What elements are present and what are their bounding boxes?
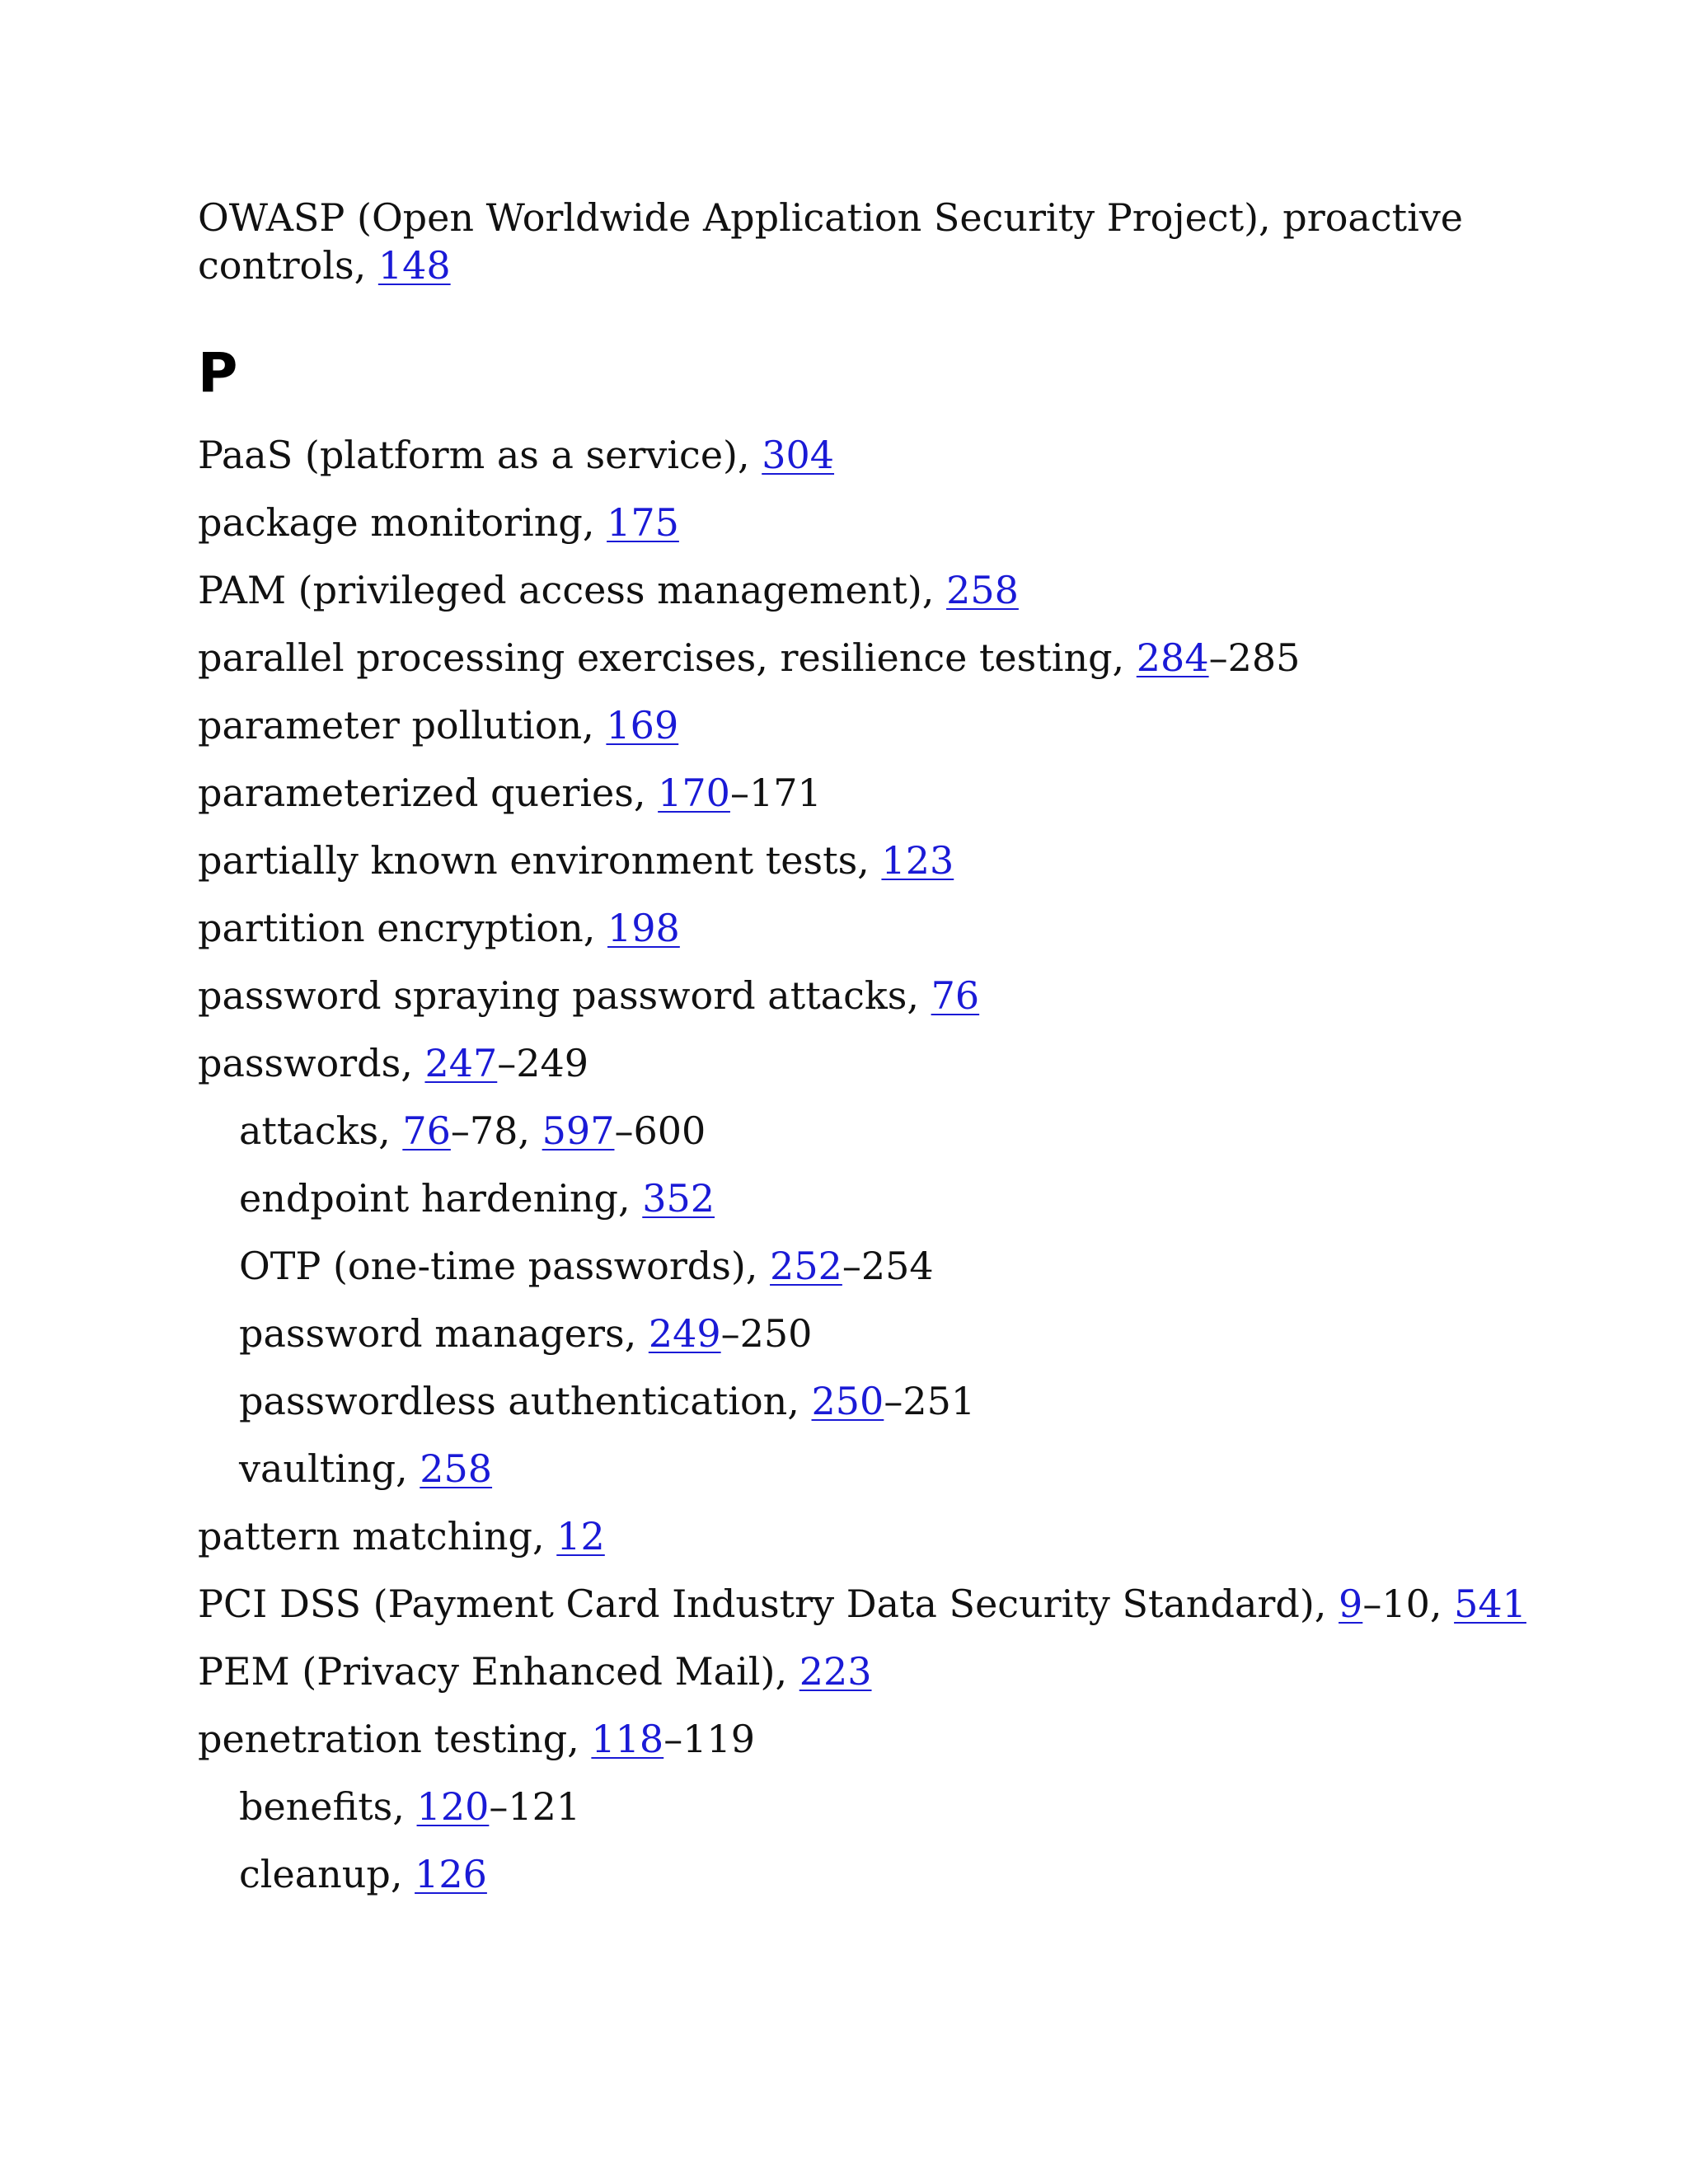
range-dash: – (1362, 1582, 1382, 1626)
range-dash: – (720, 1311, 740, 1356)
index-entry (198, 489, 1500, 556)
range-dash: – (614, 1108, 634, 1153)
index-entry (198, 759, 1500, 827)
index-subentry (198, 1840, 1500, 1908)
range-dash: – (450, 1108, 470, 1153)
index-term: partition encryption, (198, 906, 607, 950)
page-link[interactable]: 175 (607, 500, 679, 545)
ref-separator: , (1429, 1582, 1455, 1626)
index-term: passwordless authentication, (239, 1379, 812, 1423)
page-range-end: 171 (748, 771, 822, 815)
page-link[interactable]: 198 (607, 906, 680, 950)
index-subentry (198, 1300, 1500, 1367)
index-subentry (198, 1097, 1500, 1165)
page-link[interactable]: 120 (416, 1784, 490, 1829)
index-term: attacks, (239, 1108, 403, 1153)
index-term: passwords, (198, 1041, 425, 1085)
index-term: partially known environment tests, (198, 838, 882, 883)
index-term: penetration testing, (198, 1717, 592, 1761)
index-term: password spraying password attacks, (198, 973, 931, 1018)
index-entry (198, 194, 1500, 289)
index-entry (198, 1638, 1500, 1705)
page-link[interactable]: 352 (642, 1176, 715, 1221)
index-page (198, 194, 1526, 1908)
page-link[interactable]: 9 (1339, 1582, 1363, 1626)
index-term: vaulting, (239, 1446, 420, 1491)
index-entry (198, 1029, 1500, 1097)
index-subentry (198, 1165, 1500, 1232)
section-letter-heading: P (198, 341, 238, 405)
index-term: PaaS (platform as a service), (198, 433, 762, 477)
index-entry (198, 421, 1500, 489)
index-entry (198, 624, 1500, 691)
index-subentry (198, 1232, 1500, 1300)
page-range-end: 285 (1227, 635, 1301, 680)
page-link[interactable]: 249 (648, 1311, 721, 1356)
page-link[interactable]: 12 (556, 1514, 605, 1558)
page-link[interactable]: 252 (770, 1244, 842, 1288)
index-entry (198, 1502, 1500, 1570)
page-link[interactable]: 304 (762, 433, 835, 477)
page-range-end: 249 (516, 1041, 589, 1085)
page-link[interactable]: 541 (1454, 1582, 1526, 1626)
range-dash: – (884, 1379, 903, 1423)
index-term: OTP (one-time passwords), (239, 1244, 771, 1288)
page-link[interactable]: 126 (415, 1852, 487, 1896)
index-term: benefits, (239, 1784, 417, 1829)
index-term: endpoint hardening, (239, 1176, 643, 1221)
page-range-end: 254 (860, 1244, 934, 1288)
index-entry (198, 691, 1500, 759)
page-link[interactable]: 76 (931, 973, 980, 1018)
index-entry (198, 894, 1500, 962)
page-link[interactable]: 223 (799, 1649, 872, 1694)
index-subentry (198, 1435, 1500, 1502)
index-entry (198, 1705, 1500, 1773)
index-term: parallel processing exercises, resilience testing, (198, 635, 1137, 680)
page-link[interactable]: 258 (420, 1446, 493, 1491)
index-term: cleanup, (239, 1852, 415, 1896)
page-link[interactable]: 597 (542, 1108, 615, 1153)
index-entry (198, 827, 1500, 894)
index-term: password managers, (239, 1311, 649, 1356)
index-term: parameterized queries, (198, 771, 659, 815)
range-dash: – (1208, 635, 1228, 680)
index-subentry (198, 1367, 1500, 1435)
page-link[interactable]: 258 (946, 568, 1019, 612)
page-link[interactable]: 76 (402, 1108, 451, 1153)
page-range-end: 119 (682, 1717, 756, 1761)
index-subentry (198, 1773, 1500, 1840)
index-term: PEM (Privacy Enhanced Mail), (198, 1649, 799, 1694)
index-term: PCI DSS (Payment Card Industry Data Security Standard), (198, 1582, 1339, 1626)
index-entry (198, 556, 1500, 624)
range-dash: – (497, 1041, 517, 1085)
page-range-end: 250 (739, 1311, 813, 1356)
index-entry (198, 962, 1500, 1029)
page-link[interactable]: 118 (591, 1717, 664, 1761)
range-dash: – (729, 771, 749, 815)
page-link[interactable]: 170 (658, 771, 730, 815)
index-term: PAM (privileged access management), (198, 568, 947, 612)
index-entry (198, 1570, 1526, 1638)
page-link[interactable]: 148 (377, 243, 451, 288)
range-dash: – (663, 1717, 683, 1761)
page-range-end: 121 (508, 1784, 581, 1829)
page-link[interactable]: 247 (424, 1041, 498, 1085)
page-link[interactable]: 284 (1136, 635, 1209, 680)
page-range-end: 600 (633, 1108, 706, 1153)
page-range-end: 78 (469, 1108, 518, 1153)
index-term: pattern matching, (198, 1514, 557, 1558)
page-range-end: 10 (1381, 1582, 1430, 1626)
range-dash: – (489, 1784, 509, 1829)
page-link[interactable]: 250 (811, 1379, 884, 1423)
page-link[interactable]: 123 (881, 838, 954, 883)
index-term: parameter pollution, (198, 703, 607, 748)
page-link[interactable]: 169 (606, 703, 679, 748)
index-term: package monitoring, (198, 500, 607, 545)
index-term: OWASP (Open Worldwide Application Security Project), proactive controls, (198, 195, 1464, 288)
range-dash: – (842, 1244, 861, 1288)
ref-separator: , (518, 1108, 542, 1153)
page-range-end: 251 (903, 1379, 976, 1423)
